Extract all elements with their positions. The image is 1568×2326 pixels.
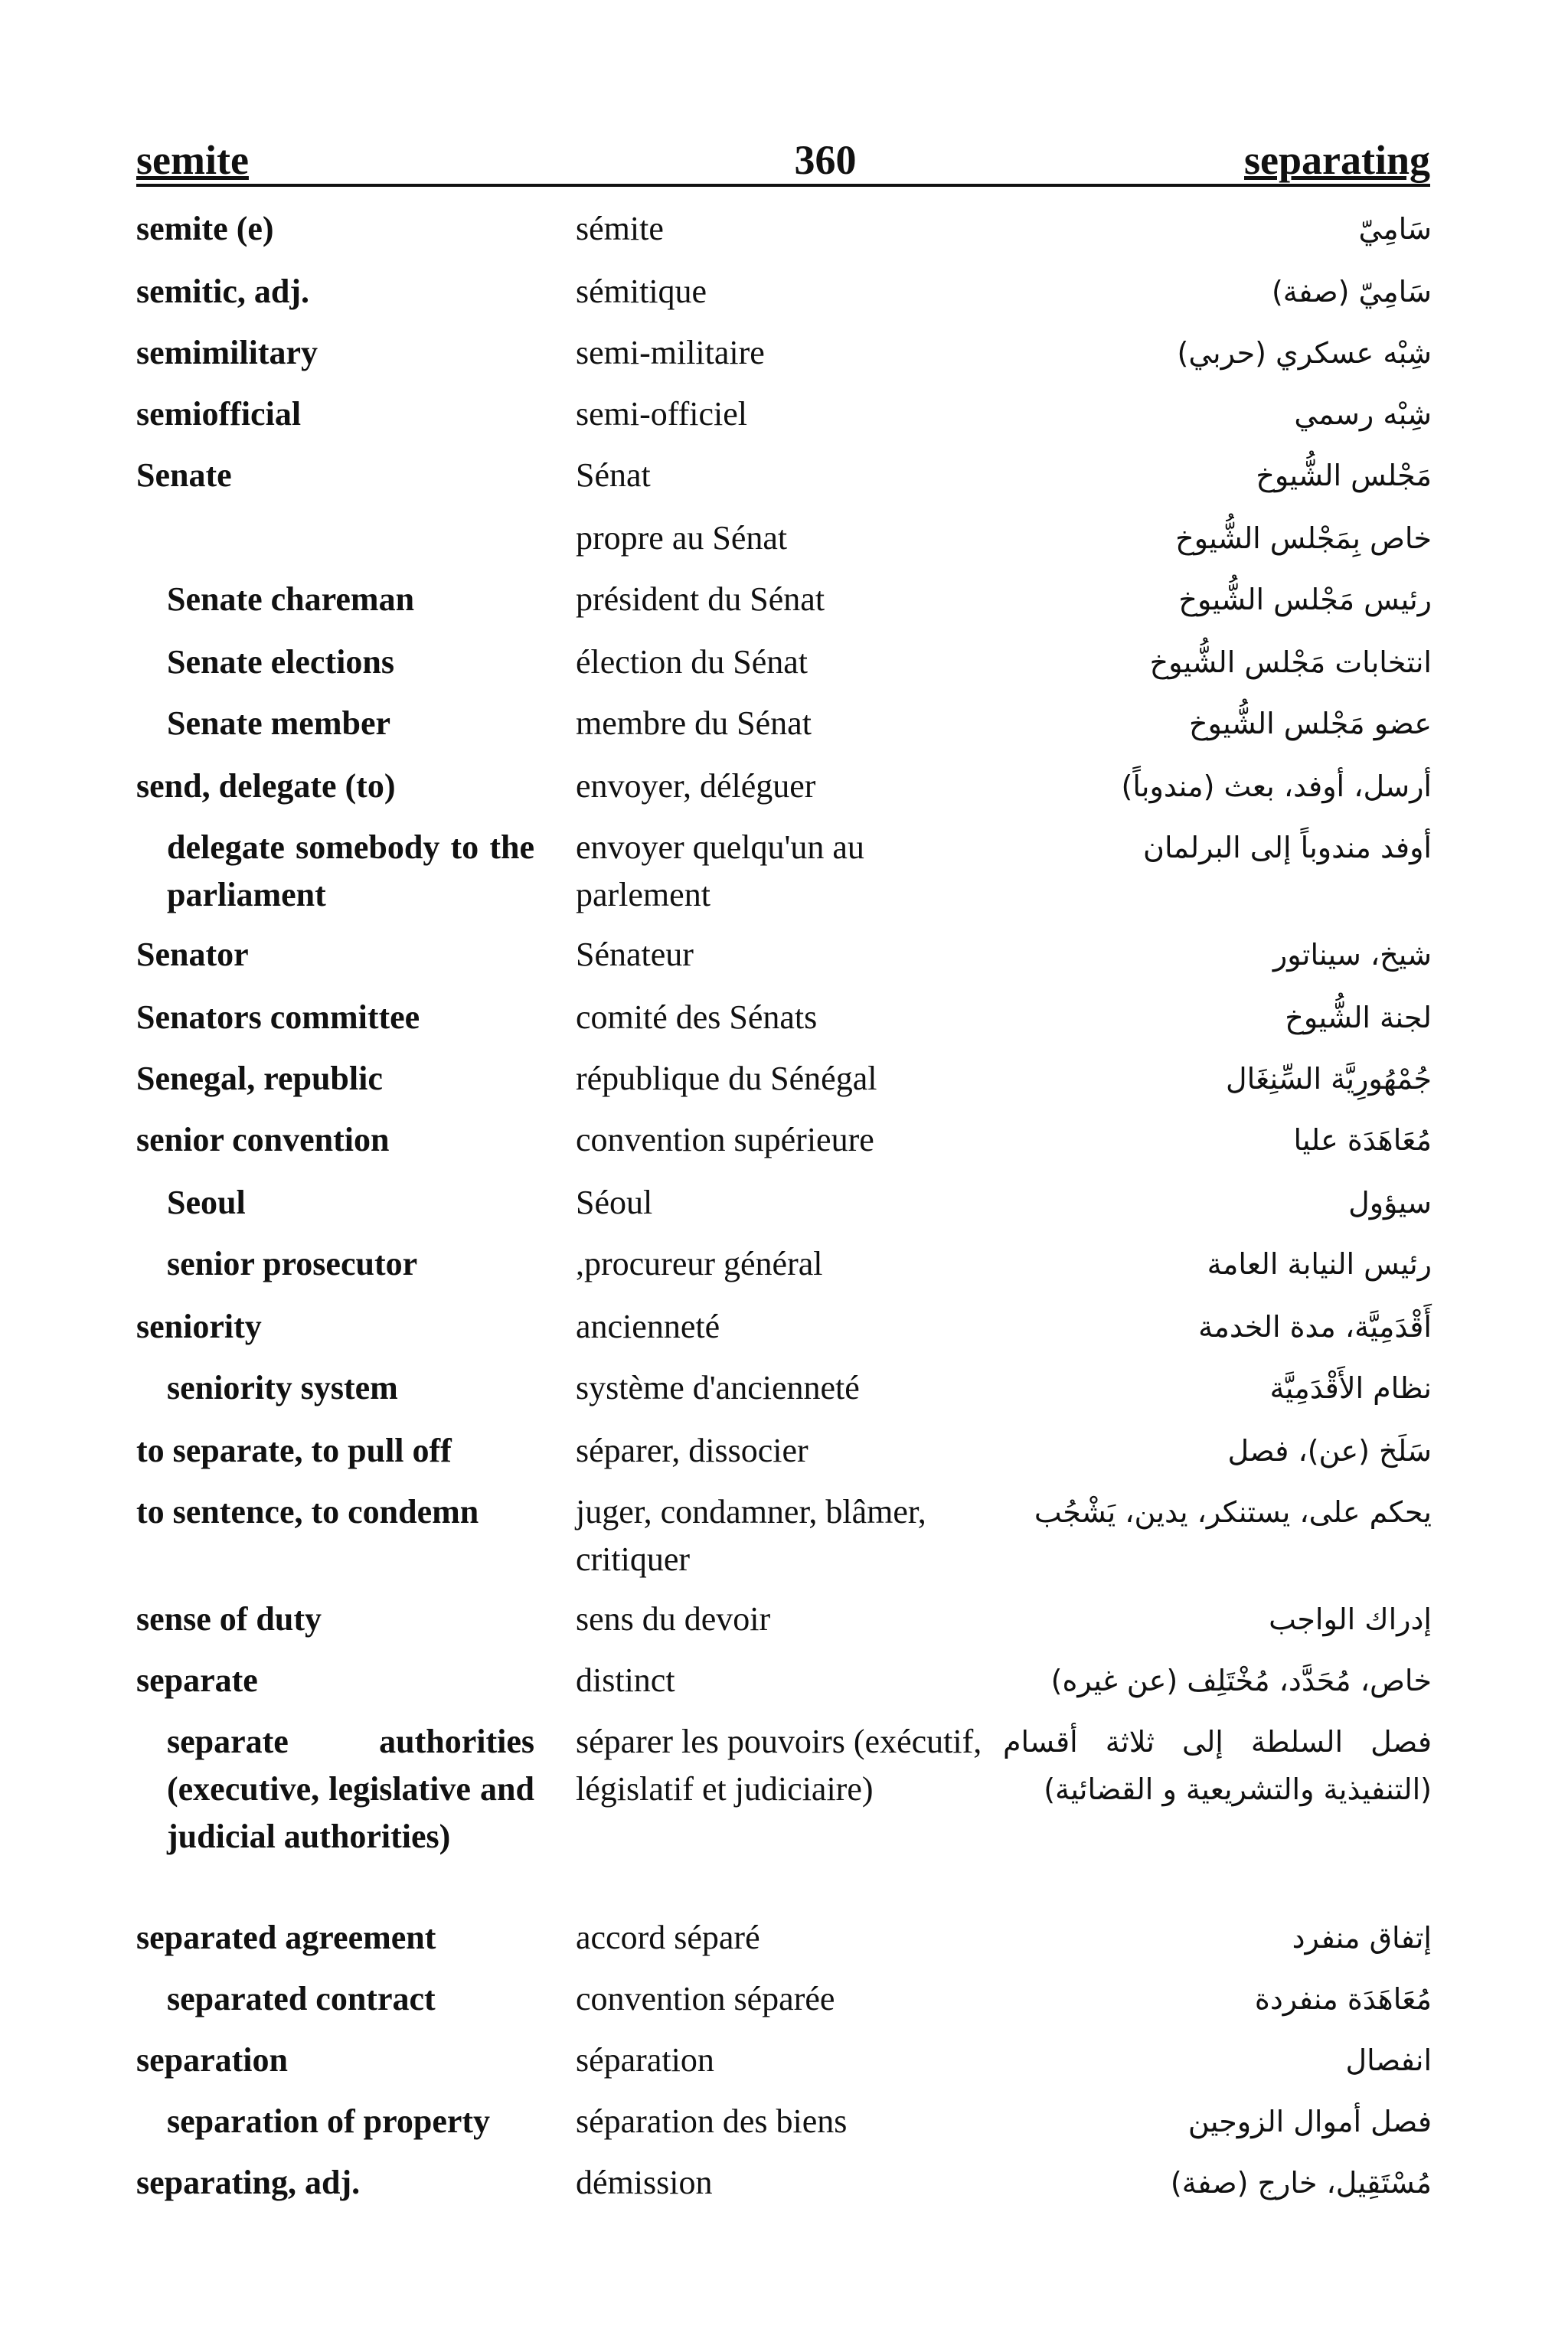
entry-english: seniority system [167, 1369, 398, 1406]
entry-arabic: انتخابات مَجْلس الشُّيوخ [1149, 645, 1432, 679]
entry-arabic: أرسل، أوفد، بعث (مندوباً) [1121, 769, 1432, 803]
entry-english: Senate chareman [167, 580, 415, 618]
entry-french: séparation des biens [576, 2102, 848, 2140]
entry-french: ,procureur général [576, 1245, 823, 1282]
entry-french: juger, condamner, blâmer, critiquer [576, 1493, 926, 1578]
entry-english: Seoul [167, 1184, 246, 1221]
entry-arabic: خاص، مُحَدَّد، مُخْتَلِف (عن غيره) [1050, 1664, 1432, 1697]
entry-arabic: مُعَاهَدَة عليا [1293, 1123, 1432, 1157]
entry-french: sémite [576, 210, 664, 247]
entry-arabic: انفصال [1345, 2043, 1432, 2077]
entry-arabic: أَقْدَمِيَّة، مدة الخدمة [1198, 1310, 1432, 1344]
entry-english: semiofficial [136, 395, 302, 433]
entry-english: sense of duty [136, 1600, 322, 1638]
entry-arabic: سَامِيّ [1358, 212, 1432, 246]
entry-english: senior convention [136, 1121, 390, 1158]
entry-french: membre du Sénat [576, 704, 812, 742]
entry-arabic: خاص بِمَجْلس الشُّيوخ [1175, 521, 1432, 555]
entry-arabic: مُعَاهَدَة منفردة [1254, 1982, 1432, 2016]
entry-french: semi-officiel [576, 395, 747, 433]
entry-arabic: شيخ، سيناتور [1272, 938, 1432, 972]
entry-french: président du Sénat [576, 580, 825, 618]
header-last-word: separating [1244, 137, 1430, 183]
entry-french: accord séparé [576, 1919, 760, 1956]
entry-french: distinct [576, 1661, 675, 1699]
entry-english: separation of property [167, 2102, 491, 2140]
entry-french: élection du Sénat [576, 643, 808, 681]
entry-english: Senators committee [136, 998, 420, 1036]
entry-arabic: سَلَخ (عن)، فصل [1227, 1434, 1432, 1468]
entry-english: Senator [136, 936, 249, 973]
entry-french: séparation [576, 2041, 714, 2079]
entry-english: semimilitary [136, 334, 318, 371]
entry-french: démission [576, 2164, 713, 2201]
entry-french: Sénat [576, 456, 651, 494]
entry-french: convention séparée [576, 1980, 835, 2017]
entry-french: Séoul [576, 1184, 653, 1221]
entry-french: convention supérieure [576, 1121, 874, 1158]
entry-english: Senate member [167, 704, 391, 742]
entry-english: separation [136, 2041, 288, 2079]
page-number: 360 [794, 137, 857, 183]
entry-arabic: مَجْلس الشُّيوخ [1256, 459, 1432, 492]
entry-arabic: لجنة الشُّيوخ [1285, 1001, 1432, 1034]
entry-english: separate authorities (executive, legislative and judicial authorities) [167, 1723, 534, 1855]
entry-arabic: نظام الأَقْدَمِيَّة [1269, 1371, 1432, 1405]
entry-french: comité des Sénats [576, 998, 818, 1036]
entry-english: seniority [136, 1308, 262, 1345]
entry-english: senior prosecutor [167, 1245, 418, 1282]
entry-arabic: فصل أموال الزوجين [1187, 2105, 1432, 2138]
entry-arabic: رئيس مَجْلس الشُّيوخ [1178, 583, 1432, 616]
entry-french: république du Sénégal [576, 1060, 877, 1097]
entry-english: separating, adj. [136, 2164, 361, 2201]
entry-arabic: مُسْتَقِيل، خارج (صفة) [1170, 2166, 1432, 2200]
entry-arabic: سَامِيّ (صفة) [1271, 275, 1432, 309]
entry-english: send, delegate (to) [136, 767, 396, 805]
entry-arabic: إتفاق منفرد [1292, 1921, 1432, 1955]
entry-french: sémitique [576, 273, 707, 310]
entry-french: système d'ancienneté [576, 1369, 860, 1406]
entry-french: envoyer quelqu'un au parlement [576, 828, 864, 913]
entry-english: separated agreement [136, 1919, 436, 1956]
entry-english: Senate [136, 456, 232, 494]
entry-french: séparer les pouvoirs (exécutif, législatif et judiciaire) [576, 1723, 982, 1808]
entry-english: separated contract [167, 1980, 436, 2017]
entry-english: Senegal, republic [136, 1060, 383, 1097]
entry-arabic: شِبْه رسمي [1294, 397, 1432, 431]
entry-arabic: يحكم على، يستنكر، يدين، يَشْجُب [1034, 1495, 1432, 1529]
entry-english: delegate somebody to the parliament [167, 828, 534, 913]
entry-english: semitic, adj. [136, 273, 310, 310]
entry-french: semi-militaire [576, 334, 765, 371]
entry-french: envoyer, déléguer [576, 767, 816, 805]
entry-arabic: أوفد مندوباً إلى البرلمان [1143, 831, 1432, 864]
entry-arabic: رئيس النيابة العامة [1207, 1247, 1432, 1281]
entry-arabic: عضو مَجْلس الشُّيوخ [1189, 707, 1432, 740]
entry-arabic: سيؤول [1348, 1186, 1432, 1220]
entry-english: Senate elections [167, 643, 394, 681]
header-first-word: semite [136, 137, 249, 183]
entry-french: ancienneté [576, 1308, 720, 1345]
entry-arabic: فصل السلطة إلى ثلاثة أقسام (التنفيذية والتشريعية و القضائية) [1003, 1725, 1432, 1806]
entry-english: to sentence, to condemn [136, 1493, 479, 1531]
entry-english: separate [136, 1661, 258, 1699]
entry-french: Sénateur [576, 936, 694, 973]
entry-french: sens du devoir [576, 1600, 771, 1638]
entry-arabic: شِبْه عسكري (حربي) [1177, 336, 1432, 370]
entry-arabic: إدراك الواجب [1269, 1602, 1432, 1636]
entry-english: to separate, to pull off [136, 1432, 452, 1469]
entry-french: propre au Sénat [576, 519, 788, 557]
entry-french: séparer, dissocier [576, 1432, 808, 1469]
entry-english: semite (e) [136, 210, 274, 247]
entry-arabic: جُمْهُورِيَّة السِّنِغَال [1225, 1062, 1432, 1096]
